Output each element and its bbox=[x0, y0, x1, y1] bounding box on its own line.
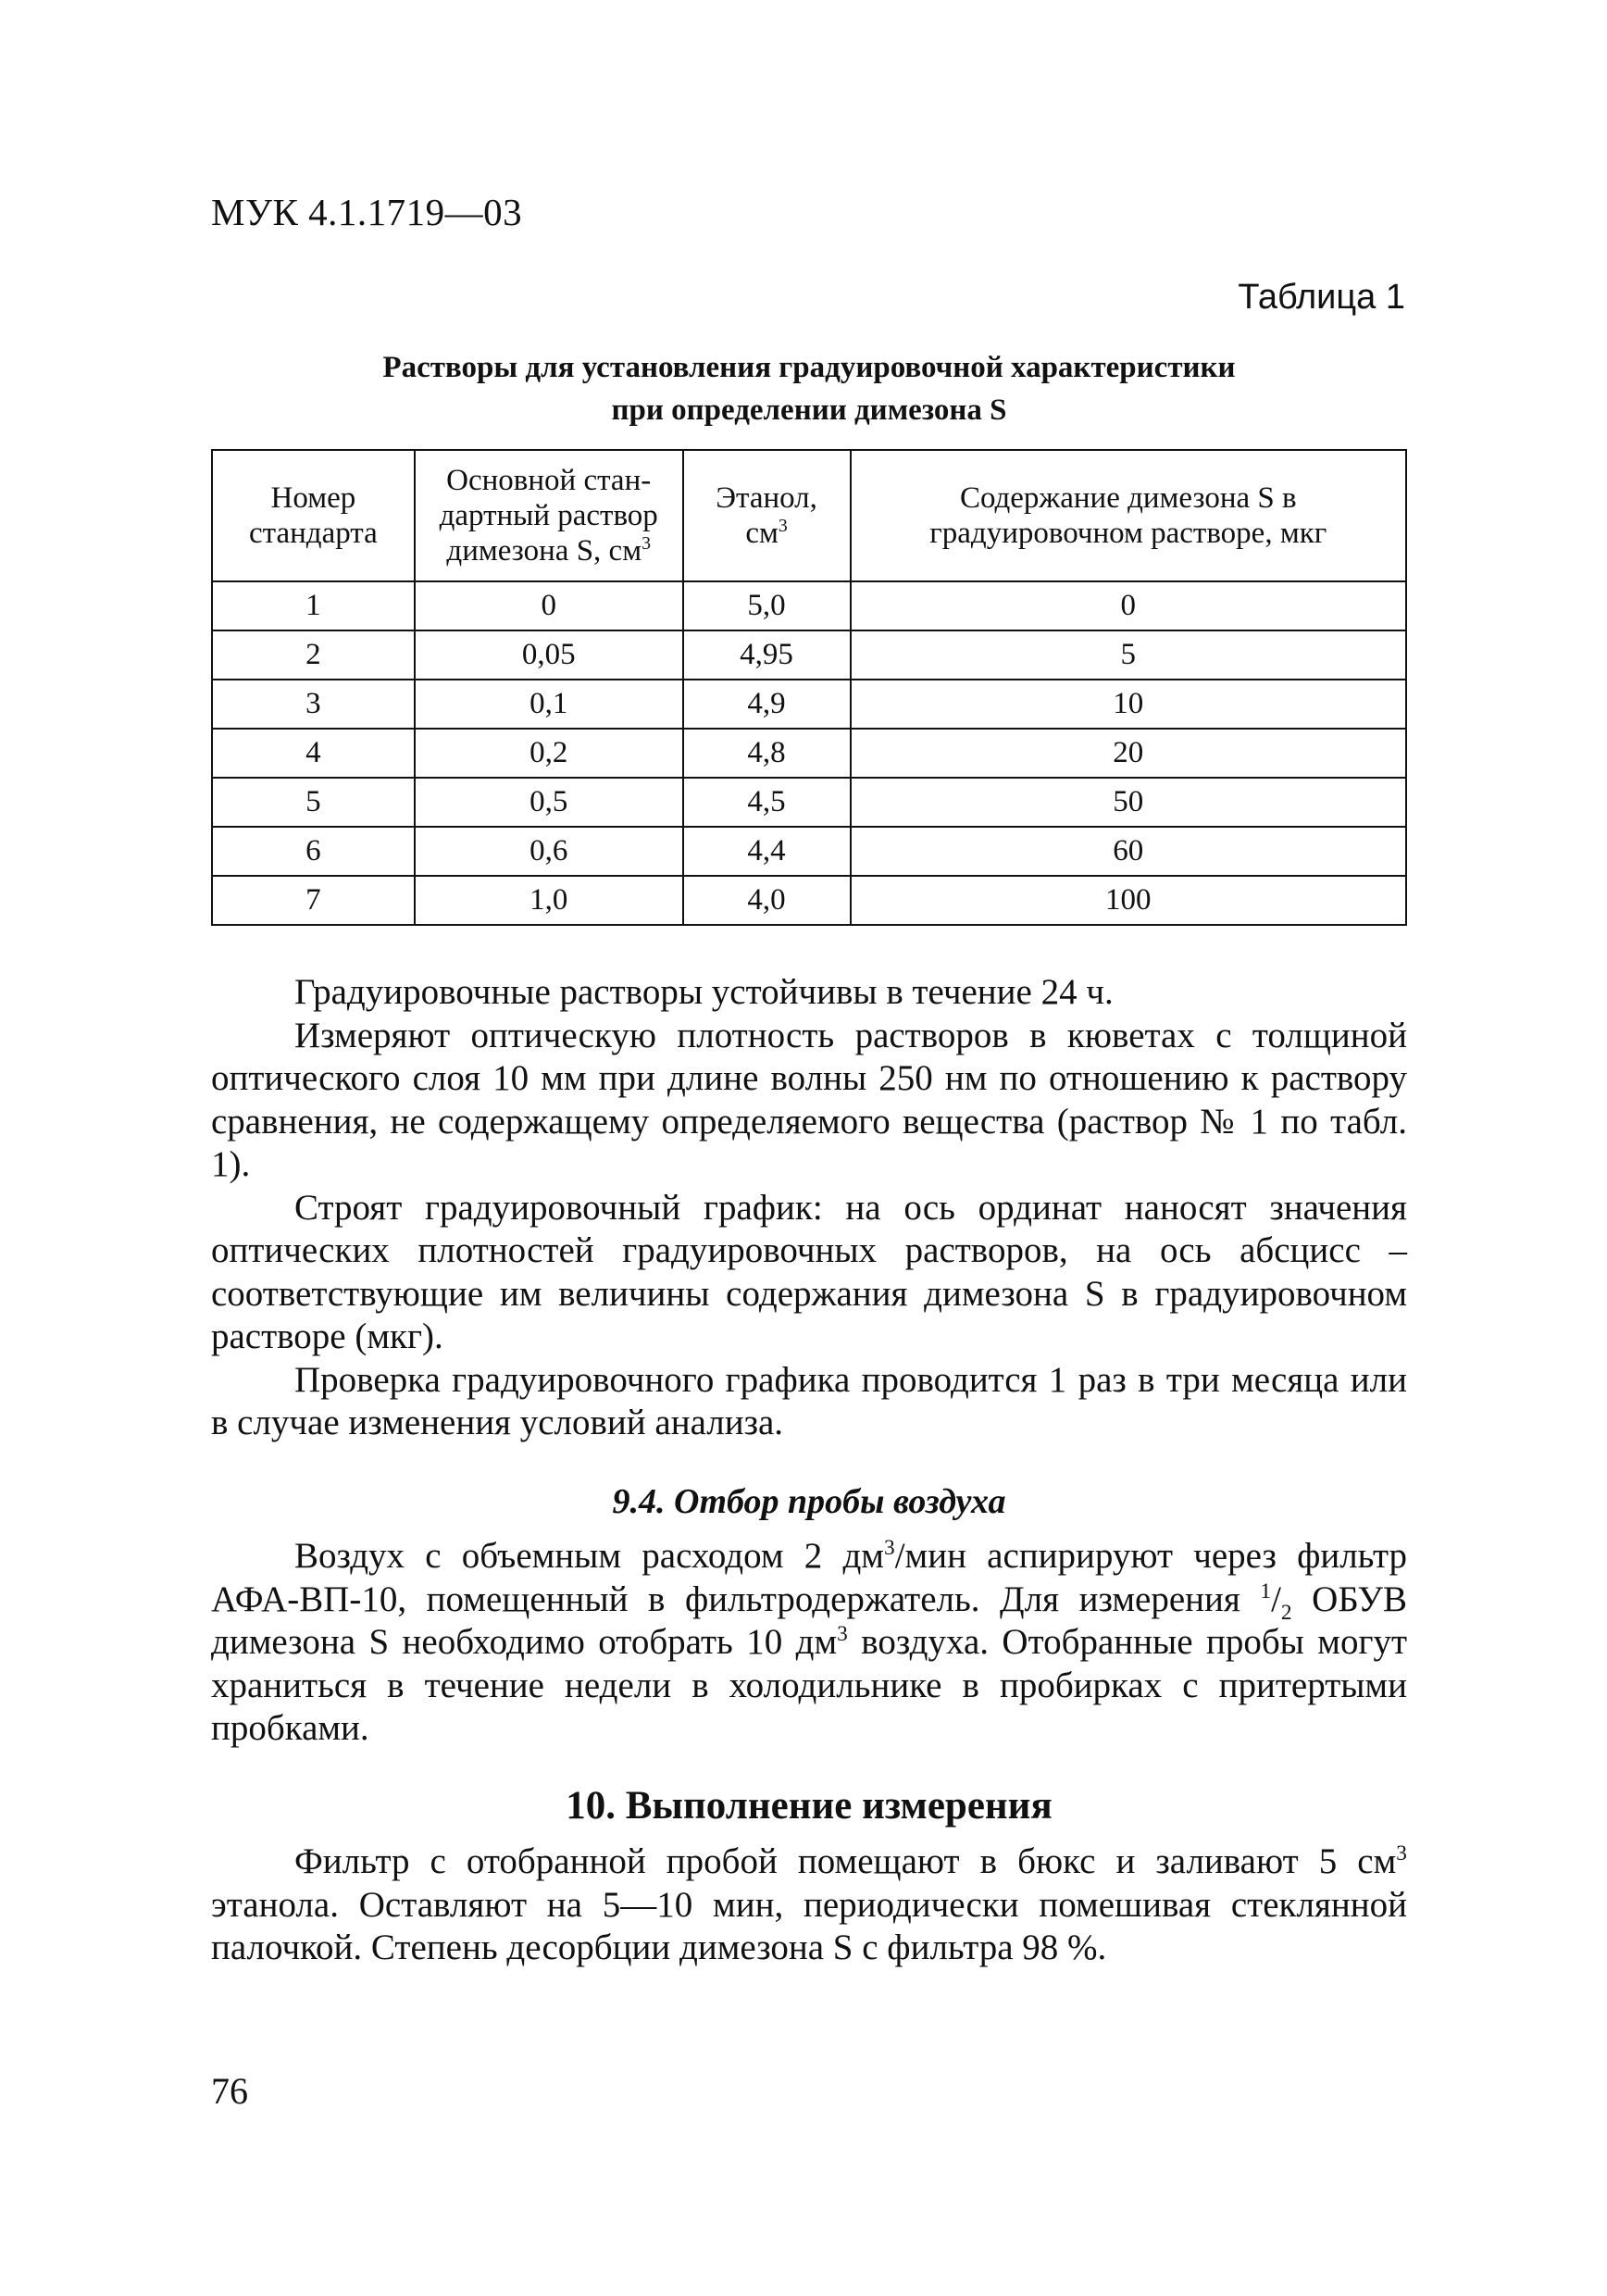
table-body bbox=[212, 581, 1406, 925]
table-row bbox=[212, 827, 1406, 876]
table-cell: 1 bbox=[212, 581, 415, 630]
table-cell: 0,1 bbox=[415, 680, 683, 729]
table-cell: 6 bbox=[212, 827, 415, 876]
page-number: 76 bbox=[211, 2070, 248, 2112]
table-cell: 5 bbox=[851, 630, 1406, 680]
table-cell: 0 bbox=[851, 581, 1406, 630]
table-cell: 0,05 bbox=[415, 630, 683, 680]
table-cell: 5,0 bbox=[683, 581, 851, 630]
table-cell: 4 bbox=[212, 729, 415, 778]
table-cell: 7 bbox=[212, 876, 415, 925]
table-cell: 0,6 bbox=[415, 827, 683, 876]
table-row bbox=[212, 630, 1406, 680]
table-cell: 4,9 bbox=[683, 680, 851, 729]
table-cell: 0,5 bbox=[415, 778, 683, 827]
table-cell: 4,0 bbox=[683, 876, 851, 925]
table-cell: 0,2 bbox=[415, 729, 683, 778]
section-body bbox=[211, 1841, 1407, 1970]
table-cell: 100 bbox=[851, 876, 1406, 925]
table-label: Таблица 1 bbox=[1238, 278, 1405, 317]
header-stock-solution: Основной стан- дартный раствор димезона S, $см^3$ bbox=[415, 450, 683, 581]
table-cell: 3 bbox=[212, 680, 415, 729]
table-row bbox=[212, 778, 1406, 827]
table-cell: 4,95 bbox=[683, 630, 851, 680]
paragraph-stability: Градуировочные растворы устойчивы в течение 24 ч. bbox=[294, 972, 1114, 1012]
paragraph-optical-density: Измеряют оптическую плотность растворов в кюветах с толщиной оптического слоя 10 мм при длине волны 250 нм по отношению к раствору сравнения, не содержащему определяемого вещества (раствор № 1 по табл. 1). bbox=[211, 1015, 1407, 1184]
table-cell: 4,8 bbox=[683, 729, 851, 778]
subsection-title: 9.4. Отбор пробы воздуха bbox=[612, 1482, 1006, 1521]
document-code: МУК 4.1.1719—03 bbox=[211, 191, 523, 233]
section-title: 10. Выполнение измерения bbox=[566, 1784, 1053, 1828]
table-row bbox=[212, 581, 1406, 630]
header-ethanol: Этанол, $см^3$ bbox=[683, 450, 851, 581]
table-row bbox=[212, 876, 1406, 925]
subsection-body bbox=[211, 1535, 1407, 1751]
table-cell: 5 bbox=[212, 778, 415, 827]
paragraph-graph: Строят градуировочный график: на ось ординат наносят значения оптических плотностей градуировочных растворов, на ось абсцисс – соответствующие им величины содержания димезона S в градуировочном растворе (мкг). bbox=[211, 1187, 1407, 1356]
table-cell: 20 bbox=[851, 729, 1406, 778]
paragraph-measurement: Фильтр с отобранной пробой помещают в бюкс и заливают 5 $см^3$ этанола. Оставляют на 5—10 мин, периодически помешивая стеклянной палочкой. Степень десорбции димезона S с фильтра 98 %. bbox=[211, 1841, 1407, 1967]
table-cell: 0 bbox=[415, 581, 683, 630]
calibration-table bbox=[211, 449, 1407, 926]
header-dimezone-content: Содержание димезона S в градуировочном растворе, мкг bbox=[851, 450, 1406, 581]
table-cell: 4,4 bbox=[683, 827, 851, 876]
paragraph-air-sampling: Воздух с объемным расходом 2 $дм^3$/мин аспирируют через фильтр АФА-ВП-10, помещенный в фильтродержатель. Для измерения $^1/_2$ ОБУВ димезона S необходимо отобрать 10 $дм^3$ воздуха. Отобранные пробы могут храниться в течение недели в холодильнике в пробирках с притертыми пробками. bbox=[211, 1536, 1408, 1748]
table-cell: 10 bbox=[851, 680, 1406, 729]
table-cell: 2 bbox=[212, 630, 415, 680]
body-paragraphs bbox=[211, 971, 1407, 1445]
header-standard-number: Номер стандарта bbox=[212, 450, 415, 581]
table-row bbox=[212, 729, 1406, 778]
table-cell: 60 bbox=[851, 827, 1406, 876]
table-header-row bbox=[212, 450, 1406, 581]
table-cell: 1,0 bbox=[415, 876, 683, 925]
table-cell: 50 bbox=[851, 778, 1406, 827]
table-title bbox=[211, 346, 1407, 431]
table-title-line-2: при определении димезона S bbox=[611, 393, 1007, 427]
table-title-line-1: Растворы для установления градуировочной характеристики bbox=[382, 351, 1236, 384]
table-cell: 4,5 bbox=[683, 778, 851, 827]
table-row bbox=[212, 680, 1406, 729]
paragraph-check: Проверка градуировочного графика проводится 1 раз в три месяца или в случае изменения условий анализа. bbox=[211, 1359, 1407, 1442]
